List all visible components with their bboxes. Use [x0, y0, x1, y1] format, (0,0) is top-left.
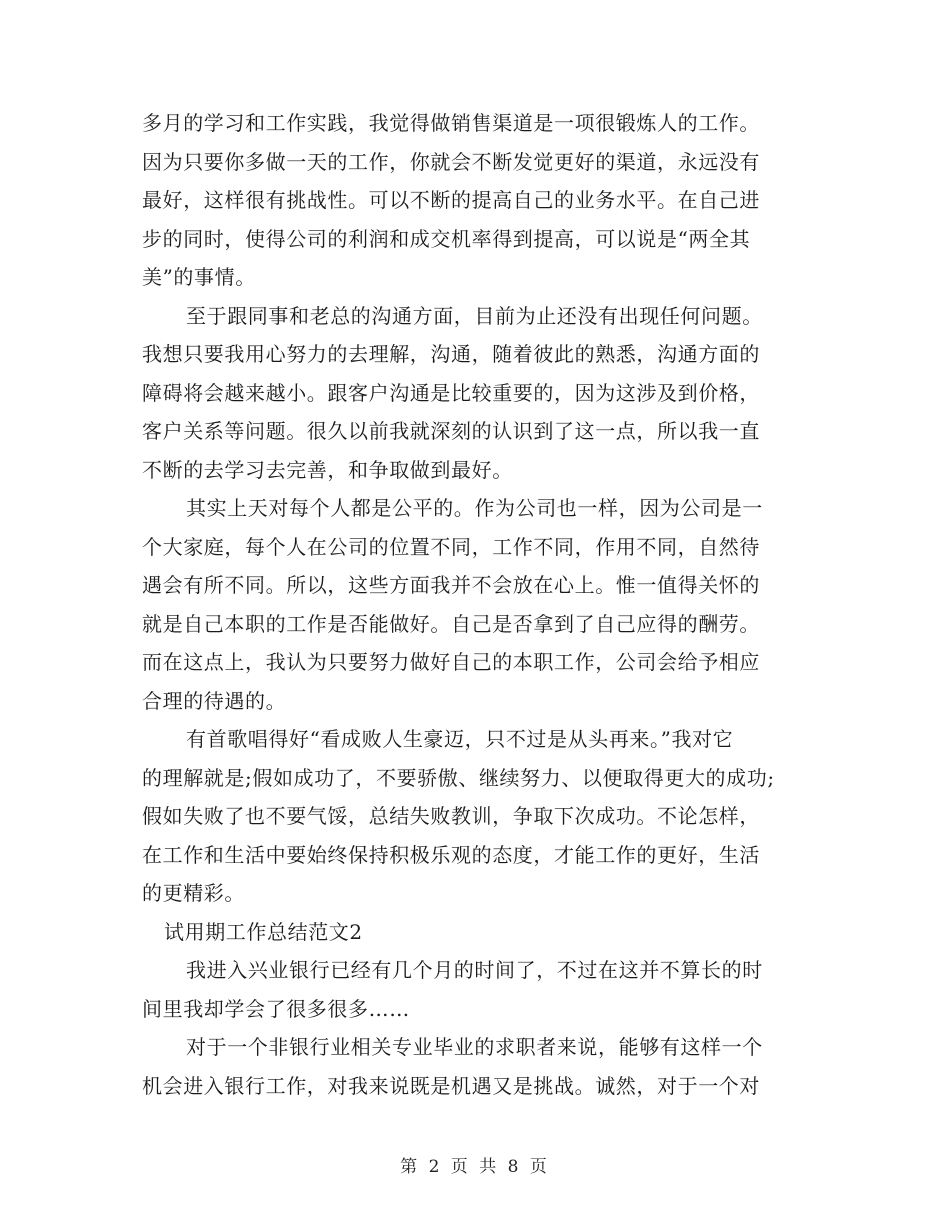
- section-heading: 试用期工作总结范文2: [164, 919, 363, 944]
- body-line: 我想只要我用心努力的去理解，沟通，随着彼此的熟悉，沟通方面的: [142, 342, 760, 366]
- body-line: 的理解就是;假如成功了，不要骄傲、继续努力、以便取得更大的成功;: [142, 765, 775, 790]
- body-line: 假如失败了也不要气馁，总结失败教训，争取下次成功。不论怎样，: [142, 804, 760, 828]
- body-line: 遇会有所不同。所以，这些方面我并不会放在心上。惟一值得关怀的: [142, 573, 760, 597]
- body-line: 不断的去学习去完善，和争取做到最好。: [142, 457, 513, 482]
- page-number-footer: 第 2 页 共 8 页: [400, 1157, 550, 1177]
- body-line: 机会进入银行工作，对我来说既是机遇又是挑战。诚然，对于一个对: [142, 1073, 760, 1098]
- body-line: 客户关系等问题。很久以前我就深刻的认识到了这一点，所以我一直: [142, 419, 760, 443]
- body-line: 就是自己本职的工作是否能做好。自己是否拿到了自己应得的酬劳。: [142, 611, 760, 636]
- body-line: 而在这点上，我认为只要努力做好自己的本职工作，公司会给予相应: [142, 650, 760, 674]
- paragraph-first-line: 有首歌唱得好“看成败人生豪迈，只不过是从头再来。”我对它: [186, 727, 734, 751]
- paragraph-first-line: 其实上天对每个人都是公平的。作为公司也一样，因为公司是一: [186, 496, 763, 520]
- body-line: 步的同时，使得公司的利润和成交机率得到提高，可以说是“两全其: [142, 226, 751, 251]
- body-line: 美”的事情。: [142, 265, 256, 289]
- document-body: [142, 104, 822, 1105]
- body-line: 最好，这样很有挑战性。可以不断的提高自己的业务水平。在自己进: [142, 188, 760, 212]
- body-line: 多月的学习和工作实践，我觉得做销售渠道是一项很锻炼人的工作。: [142, 111, 760, 135]
- body-line: 合理的待遇的。: [142, 688, 287, 713]
- paragraph-first-line: 我进入兴业银行已经有几个月的时间了，不过在这并不算长的时: [186, 958, 763, 982]
- body-line: 的更精彩。: [142, 881, 245, 905]
- body-line: 间里我却学会了很多很多……: [142, 996, 410, 1021]
- paragraph-first-line: 至于跟同事和老总的沟通方面，目前为止还没有出现任何问题。: [186, 303, 763, 328]
- body-line: 障碍将会越来越小。跟客户沟通是比较重要的，因为这涉及到价格，: [142, 380, 760, 405]
- paragraph-first-line: 对于一个非银行业相关专业毕业的求职者来说，能够有这样一个: [186, 1035, 763, 1059]
- body-line: 因为只要你多做一天的工作，你就会不断发觉更好的渠道，永远没有: [142, 149, 760, 174]
- body-line: 个大家庭，每个人在公司的位置不同，工作不同，作用不同，自然待: [142, 534, 760, 559]
- body-line: 在工作和生活中要始终保持积极乐观的态度，才能工作的更好，生活: [142, 842, 760, 867]
